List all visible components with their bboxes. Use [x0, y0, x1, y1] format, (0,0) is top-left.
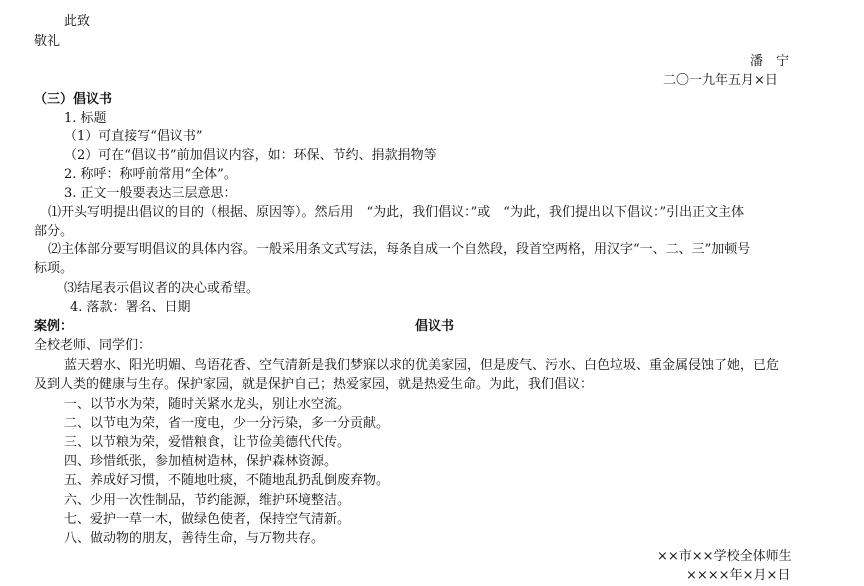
- body-point-1: ⑴开头写明提出倡议的目的（根据、原因等）。然后用 “为此，我们倡议：”或 “为此，我们提出以下倡议：”引出正文主体: [48, 205, 745, 220]
- example-label: 案例：: [34, 319, 74, 334]
- example-salutation: 全校老师、同学们：: [34, 338, 152, 353]
- proposal-item: 三、以节粮为荣，爱惜粮食，让节俭美德代代传。: [64, 435, 351, 450]
- proposal-item: 七、爱护一草一木，做绿色使者，保持空气清新。: [64, 512, 351, 527]
- body-point-1-cont: 部分。: [34, 224, 74, 239]
- proposal-item: 六、少用一次性制品，节约能源，维护环境整洁。: [64, 493, 351, 508]
- item-title-option-2: （2）可在“倡议书”前加倡议内容，如：环保、节约、捐款捐物等: [64, 148, 437, 163]
- example-date: ××××年×月×日: [686, 568, 791, 583]
- item-title-option-1: （1）可直接写“倡议书”: [64, 129, 203, 144]
- example-intro: 蓝天碧水、阳光明媚、鸟语花香、空气清新是我们梦寐以求的优美家园，但是废气、污水、白色垃圾、重金属侵蚀了她，已危: [64, 358, 780, 373]
- signature-date: 二〇一九年五月×日: [663, 73, 778, 88]
- body-point-2: ⑵主体部分要写明倡议的具体内容。一般采用条文式写法，每条自成一个自然段，段首空两格，用汉字“一、二、三”加顿号: [48, 242, 751, 257]
- proposal-item: 八、做动物的朋友，善待生命，与万物共存。: [64, 531, 325, 546]
- item-signoff: 4. 落款：署名、日期: [70, 300, 191, 315]
- closing-jingli: 敬礼: [34, 34, 61, 49]
- body-point-2-cont: 标项。: [34, 261, 74, 276]
- proposal-item: 一、以节水为荣，随时关紧水龙头，别让水空流。: [64, 397, 351, 412]
- example-title: 倡议书: [415, 319, 455, 334]
- signature-name: 潘 宁: [750, 54, 790, 69]
- body-point-3: ⑶结尾表示倡议者的决心或希望。: [64, 281, 260, 296]
- closing-zhi: 此致: [64, 14, 91, 29]
- proposal-item: 二、以节电为荣，省一度电，少一分污染，多一分贡献。: [64, 416, 390, 431]
- proposal-item: 四、珍惜纸张，参加植树造林，保护森林资源。: [64, 454, 338, 469]
- section-heading: （三）倡议书: [34, 92, 113, 107]
- item-body: 3. 正文一般要表达三层意思：: [64, 186, 237, 201]
- example-intro-cont: 及到人类的健康与生存。保护家园，就是保护自己；热爱家园，就是热爱生命。为此，我们倡议：: [34, 377, 594, 392]
- item-salutation: 2. 称呼：称呼前常用“全体”。: [64, 167, 237, 182]
- proposal-item: 五、养成好习惯，不随地吐痰，不随地乱扔乱倒废弃物。: [64, 473, 390, 488]
- example-signer: ××市××学校全体师生: [657, 549, 792, 564]
- item-title: 1. 标题: [64, 111, 107, 126]
